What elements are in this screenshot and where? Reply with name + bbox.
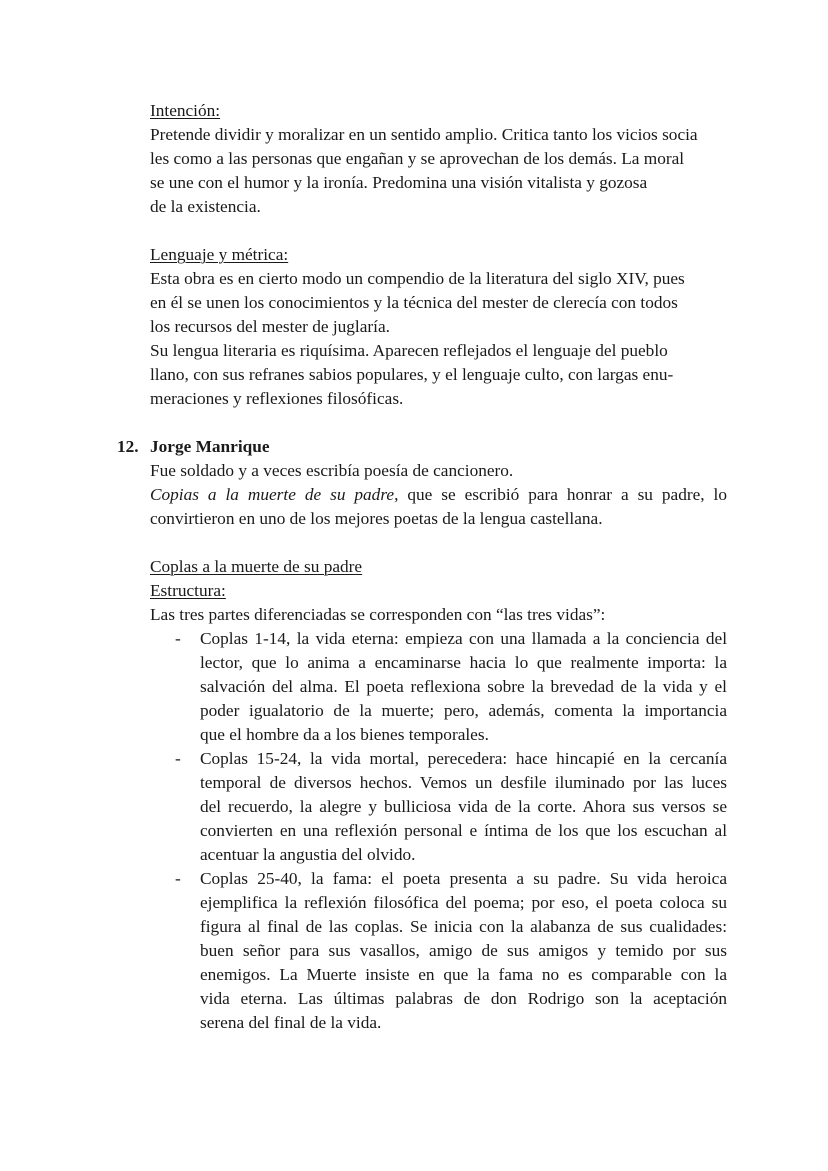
bullet-line: lector, que lo anima a encaminarse hacia lo que realmente importa: la (200, 653, 727, 672)
bullet-line: enemigos. La Muerte insiste en que la fama no es comparable con la (200, 965, 727, 984)
bullet-line: Coplas 1-14, la vida eterna: empieza con una llamada a la conciencia del (200, 629, 727, 648)
bullet-line: convierten en una reflexión personal e íntima de los que los escuchan al (200, 821, 727, 840)
lenguaje-line: Esta obra es en cierto modo un compendio de la literatura del siglo XIV, pues (150, 269, 685, 288)
intencion-line: les como a las personas que engañan y se aprovechan de los demás. La moral (150, 149, 685, 168)
lenguaje-line: Su lengua literaria es riquísima. Aparecen reflejados el lenguaje del pueblo (150, 341, 668, 360)
estructura-heading: Estructura: (150, 581, 226, 600)
section-title: Jorge Manrique (150, 437, 270, 456)
bullet-dash: - (175, 749, 181, 768)
intencion-line: de la existencia. (150, 197, 261, 216)
intencion-line: se une con el humor y la ironía. Predomina una visión vitalista y gozosa (150, 173, 648, 192)
bullet-line: Coplas 25-40, la fama: el poeta presenta a su padre. Su vida heroica (200, 869, 727, 888)
lenguaje-line: llano, con sus refranes sabios populares, y el lenguaje culto, con largas enu- (150, 365, 674, 384)
bullet-line: vida eterna. Las últimas palabras de don Rodrigo son la aceptación (200, 989, 727, 1008)
bullet-line: ejemplifica la reflexión filosófica del poema; por eso, el poeta coloca su (200, 893, 727, 912)
lenguaje-line: los recursos del mester de juglaría. (150, 317, 390, 336)
section-number: 12. (117, 437, 139, 456)
bullet-dash: - (175, 869, 181, 888)
bullet-line: que el hombre da a los bienes temporales. (200, 725, 489, 744)
bullet-line: poder igualatorio de la muerte; pero, además, comenta la importancia (200, 701, 727, 720)
section-line: convirtieron en uno de los mejores poetas de la lengua castellana. (150, 509, 603, 528)
bullet-line: buen señor para sus vasallos, amigo de sus amigos y temido por sus (200, 941, 727, 960)
intencion-line: Pretende dividir y moralizar en un sentido amplio. Critica tanto los vicios socia (150, 125, 698, 144)
lenguaje-line: en él se unen los conocimientos y la técnica del mester de clerecía con todos (150, 293, 678, 312)
intencion-heading: Intención: (150, 101, 221, 120)
coplas-intro: Las tres partes diferenciadas se corresponden con “las tres vidas”: (150, 605, 606, 624)
bullet-line: del recuerdo, la alegre y bulliciosa vida de la corte. Ahora sus versos se (200, 797, 727, 816)
bullet-line: figura al final de las coplas. Se inicia con la alabanza de sus cualidades: (200, 917, 727, 936)
bullet-line: Coplas 15-24, la vida mortal, perecedera: hace hincapié en la cercanía (200, 749, 727, 768)
bullet-dash: - (175, 629, 181, 648)
bullet-line: serena del final de la vida. (200, 1013, 382, 1032)
section-line: Fue soldado y a veces escribía poesía de cancionero. (150, 461, 514, 480)
coplas-heading: Coplas a la muerte de su padre (150, 557, 363, 576)
section-line-rest: , que se escribió para honrar a su padre, lo (394, 485, 727, 504)
bullet-line: temporal de diversos hechos. Vemos un desfile iluminado por las luces (200, 773, 727, 792)
lenguaje-line: meraciones y reflexiones filosóficas. (150, 389, 404, 408)
work-title: Copias a la muerte de su padre (150, 485, 395, 504)
lenguaje-heading: Lenguaje y métrica: (150, 245, 289, 264)
bullet-line: acentuar la angustia del olvido. (200, 845, 416, 864)
bullet-line: salvación del alma. El poeta reflexiona sobre la brevedad de la vida y el (200, 677, 727, 696)
section-line (150, 483, 727, 507)
